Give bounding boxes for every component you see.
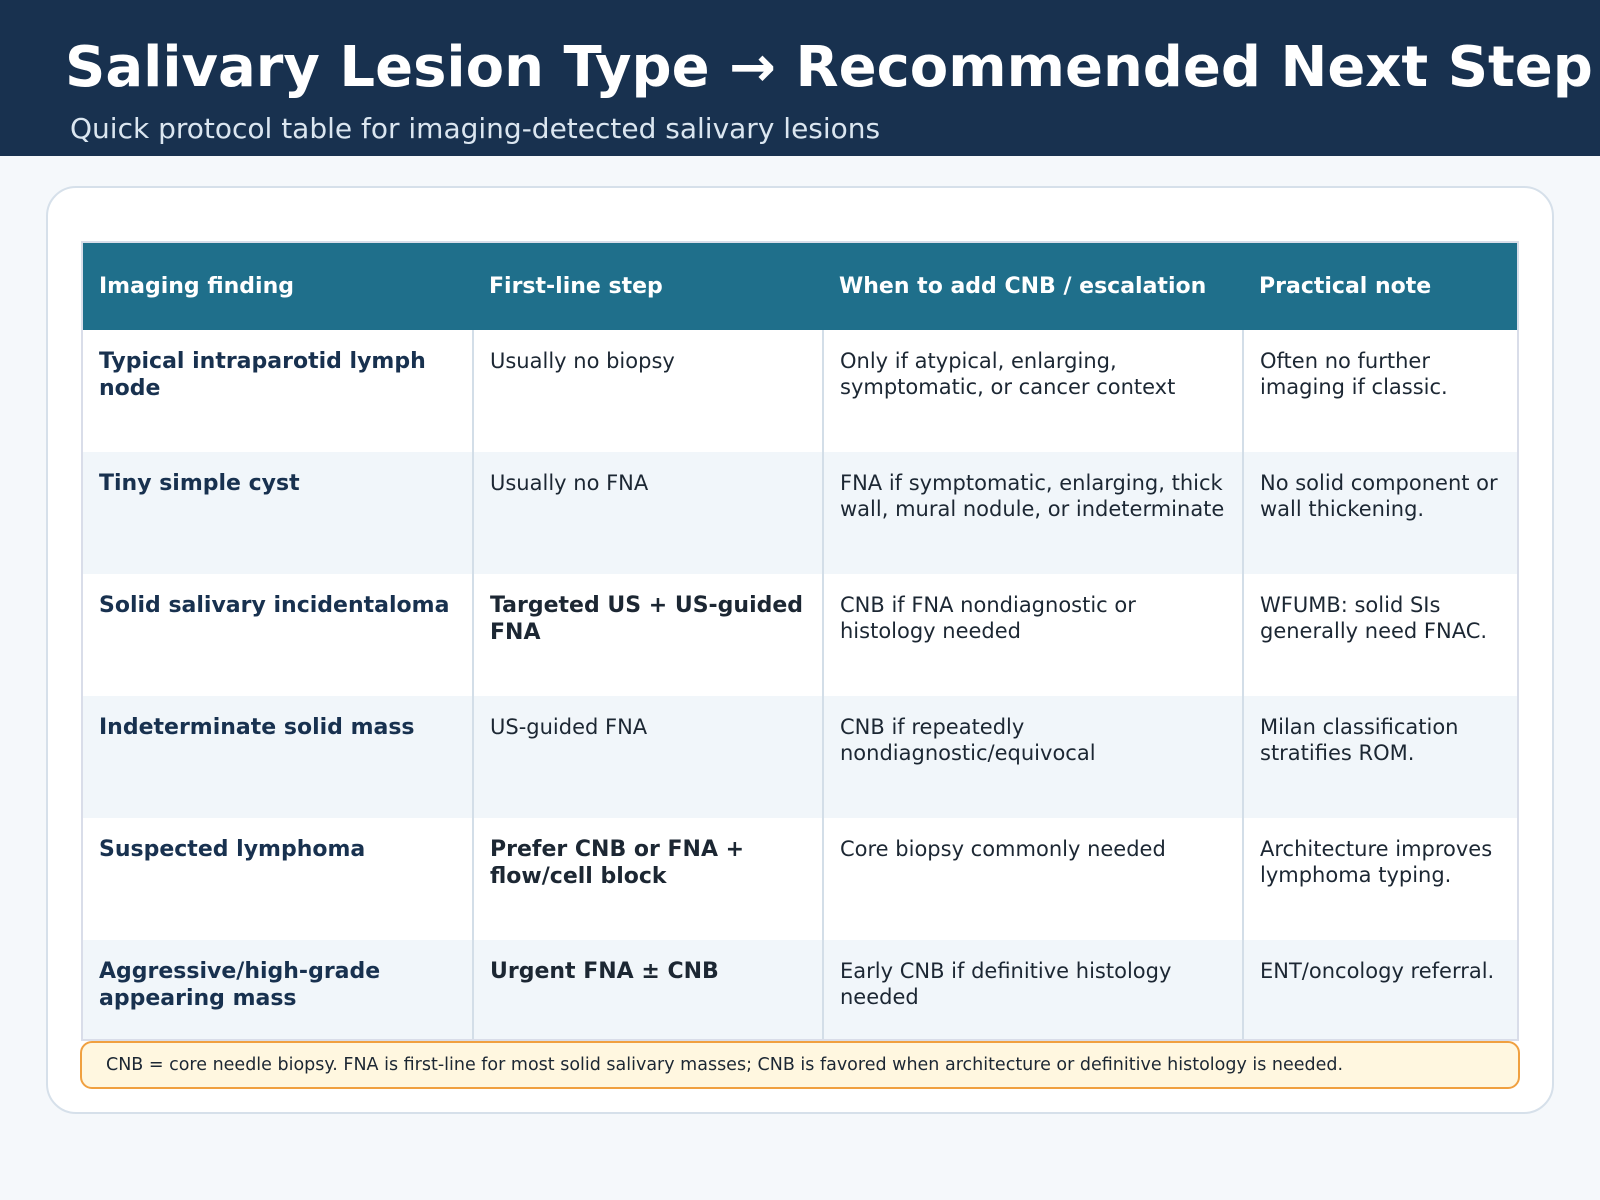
first-line-step-cell: Usually no biopsy [473, 330, 823, 452]
footnote: CNB = core needle biopsy. FNA is first-line for most solid salivary masses; CNB is favored when architecture or definitive histology is needed. [80, 1041, 1520, 1089]
practical-note-cell: WFUMB: solid SIs generally need FNAC. [1243, 574, 1517, 696]
first-line-step-cell: Usually no FNA [473, 452, 823, 574]
column-header-escalation: When to add CNB / escalation [823, 243, 1243, 330]
table-row [83, 818, 1517, 940]
imaging-finding-cell: Indeterminate solid mass [83, 696, 473, 818]
page-title: Salivary Lesion Type → Recommended Next Step [65, 35, 1593, 100]
escalation-cell: Early CNB if definitive histology needed [823, 940, 1243, 1041]
first-line-step-cell: Urgent FNA ± CNB [473, 940, 823, 1041]
practical-note-cell: Architecture improves lymphoma typing. [1243, 818, 1517, 940]
escalation-cell: CNB if FNA nondiagnostic or histology needed [823, 574, 1243, 696]
protocol-table [83, 243, 1517, 1041]
first-line-step-cell: Targeted US + US-guided FNA [473, 574, 823, 696]
escalation-cell: FNA if symptomatic, enlarging, thick wall, mural nodule, or indeterminate [823, 452, 1243, 574]
imaging-finding-cell: Aggressive/high-grade appearing mass [83, 940, 473, 1041]
escalation-cell: CNB if repeatedly nondiagnostic/equivocal [823, 696, 1243, 818]
practical-note-cell: Often no further imaging if classic. [1243, 330, 1517, 452]
practical-note-cell: No solid component or wall thickening. [1243, 452, 1517, 574]
page-subtitle: Quick protocol table for imaging-detected salivary lesions [70, 112, 881, 145]
first-line-step-cell: US-guided FNA [473, 696, 823, 818]
table-row [83, 940, 1517, 1041]
imaging-finding-cell: Suspected lymphoma [83, 818, 473, 940]
table-row [83, 574, 1517, 696]
practical-note-cell: ENT/oncology referral. [1243, 940, 1517, 1041]
table-row [83, 330, 1517, 452]
table-row [83, 696, 1517, 818]
first-line-step-cell: Prefer CNB or FNA + flow/cell block [473, 818, 823, 940]
column-header-practical-note: Practical note [1243, 243, 1517, 330]
table-header-row [83, 243, 1517, 330]
escalation-cell: Core biopsy commonly needed [823, 818, 1243, 940]
practical-note-cell: Milan classification stratifies ROM. [1243, 696, 1517, 818]
column-header-imaging-finding: Imaging finding [83, 243, 473, 330]
escalation-cell: Only if atypical, enlarging, symptomatic, or cancer context [823, 330, 1243, 452]
imaging-finding-cell: Solid salivary incidentaloma [83, 574, 473, 696]
page-header [0, 0, 1600, 156]
imaging-finding-cell: Tiny simple cyst [83, 452, 473, 574]
protocol-table-container [81, 241, 1519, 1041]
table-row [83, 452, 1517, 574]
column-header-first-line-step: First-line step [473, 243, 823, 330]
imaging-finding-cell: Typical intraparotid lymph node [83, 330, 473, 452]
